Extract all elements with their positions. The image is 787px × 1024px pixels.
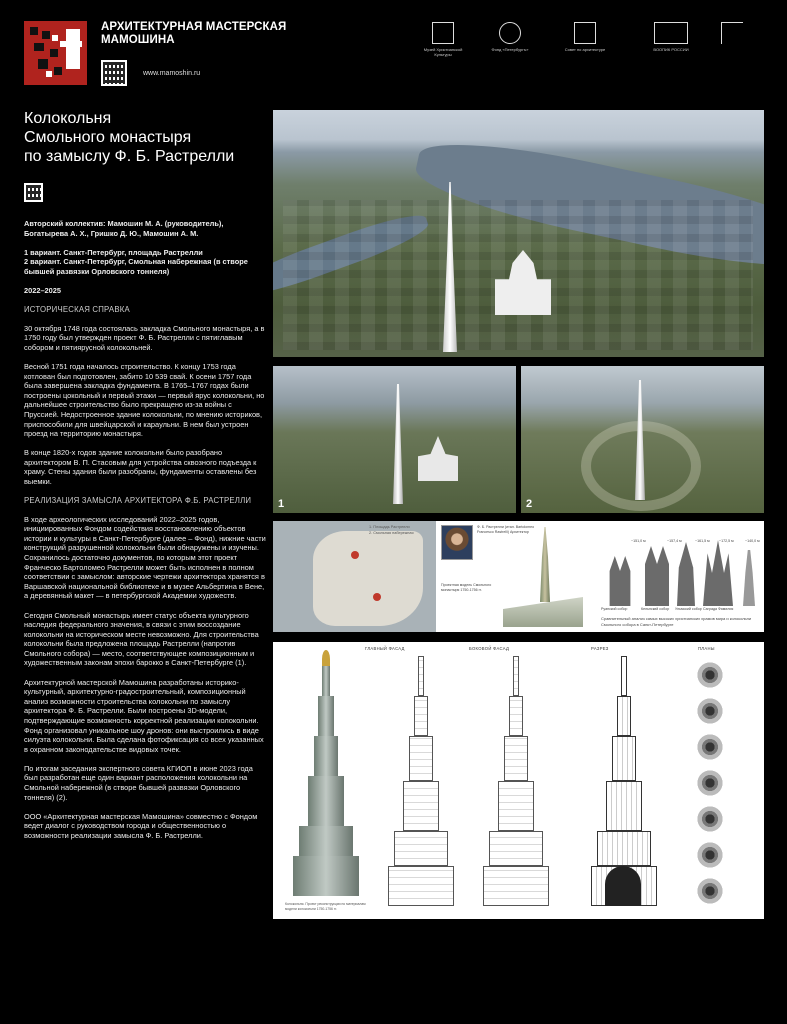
analysis-panel	[273, 521, 764, 632]
paragraph: ООО «Архитектурная мастерская Мамошина» совместно с Фондом ведет диалог с руководством города и общественностью о возможности реализации замысла Ф. Б. Растрелли.	[24, 811, 258, 840]
comparison-caption: Сравнительный анализ самых высоких христианских храмов мира и колокольни Смольного собора в Санкт-Петербурге	[601, 616, 752, 627]
paragraph: В конце 1820-х годов здание колокольни было разобрано архитектором В. П. Стасовым для устройства сквозного подъезда к храму. Стены здания были разобраны, фундаменты оставлены без выемки.	[24, 448, 257, 486]
paragraph: Весной 1751 года началось строительство. К концу 1753 года котлован был подготовлен, забито 10 539 свай. К осени 1757 года была завершена закладка фундамента. В 1765–1767 годах были построены цокольный и первый этажи — первый ярус колокольни, но дальнейшее строительство было прекращено из-за войны с Пруссией. Недостроенное здание колокольни, по мнению историков, приспособили для швейцарской и караульни. В нем был устроен проезд на территорию монастыря.	[24, 361, 265, 439]
drawing-header: БОКОВОЙ ФАСАД	[469, 646, 510, 651]
side-facade-drawing	[483, 656, 549, 906]
section-heading-history: ИСТОРИЧЕСКАЯ СПРАВКА	[24, 305, 130, 315]
ulm-cathedral-icon	[677, 542, 695, 606]
page-title: Колокольня Смольного монастыря по замыслу Ф. Б. Растрелли	[24, 110, 235, 165]
drawing-header: ГЛАВНЫЙ ФАСАД	[365, 646, 405, 651]
variant-number: 1	[278, 498, 285, 510]
museum-logo: Музей Христианской Культуры	[420, 22, 466, 66]
bell-tower-shape	[393, 384, 403, 504]
society-logo	[721, 22, 743, 66]
wooden-model-image	[503, 527, 583, 627]
org-url[interactable]: www.mamoshin.ru	[143, 70, 201, 77]
org-name-line2: МАМОШИНА	[101, 34, 175, 46]
portrait-text: Ф. Б. Растрелли (итал. Bartolomeo Francesco Rastrelli) Архитектор	[477, 525, 535, 534]
paragraph: Архитектурной мастерской Мамошина разработаны историко-культурный, архитектурно-градостроительный, композиционный анализ возможности строительства колокольни по замыслу архитектора Ф. Б. Растрелли. Были построены 3D-модели, подтверждающие возможность корректной реализации колокольни. Фонд организовал уникальное шоу дронов: они выстроились в виде силуэта колокольни. Была сделана фотофиксация со всех указанных в охранном законодательстве видовых точек.	[24, 677, 264, 754]
description-text	[24, 219, 266, 850]
drawings-panel	[273, 642, 764, 919]
variant-number: 2	[526, 498, 533, 510]
org-qr-code[interactable]	[101, 60, 127, 86]
sagrada-familia-icon	[703, 540, 733, 606]
aerial-render-variant-1	[273, 366, 516, 513]
foundation-icon	[499, 22, 521, 44]
paragraph: 30 октября 1748 года состоялась закладка Смольного монастыря, а в 1750 году был утвержден проект Ф. Б. Растрелли с пятиглавым собором и пятиярусной колокольней.	[24, 323, 265, 352]
aerial-render-variant-2	[521, 366, 764, 513]
vooopik-logo: ВООПИК РОССИИ	[648, 22, 694, 66]
council-logo: Совет по архитектуре	[562, 22, 608, 66]
project-qr-code[interactable]	[24, 183, 43, 202]
museum-icon	[432, 22, 454, 44]
foundation-logo: Фонд «Петербургъ»	[487, 22, 533, 66]
years: 2022–2025	[24, 285, 61, 295]
site-map	[273, 521, 436, 632]
map-legend: 1. Площадь Растрелли 2. Смольная набережная	[369, 525, 414, 535]
drawing-header: ПЛАНЫ	[698, 646, 715, 651]
colored-facade-render	[291, 650, 361, 896]
model-caption: Проектная модель Смольного монастыря 1750-1756 гг.	[441, 583, 492, 592]
mamoshin-logo	[24, 21, 87, 85]
paragraph: По итогам заседания экспертного совета КГИОП в июне 2023 года был разработан еще один вариант расположения колокольни на Смольной набережной (в створе бывшей развязки Орловского тоннеля) (2).	[24, 763, 253, 802]
cologne-cathedral-icon	[645, 546, 669, 606]
smolny-tower-icon	[743, 550, 755, 606]
section-heading-realization: РЕАЛИЗАЦИЯ ЗАМЫСЛА АРХИТЕКТОРА Ф.Б. РАСТРЕЛЛИ	[24, 496, 252, 506]
drawing-caption: Колокольня. Проект реконструкции по материалам модели колокольни 1750-1756 гг.	[285, 902, 366, 911]
paragraph: Сегодня Смольный монастырь имеет статус объекта культурного наследия федерального значения, в связи с этим воссоздание колокольни на историческом месте невозможно. Для строительства колокольни была предложена площадь Растрелли (напротив Смольного собора) — место, соответствующее композиционным и художественным законам эпохи барокко в Санкт-Петербурге (1).	[24, 610, 259, 668]
society-icon	[721, 22, 743, 44]
vooopik-icon	[654, 22, 688, 44]
paragraph: В ходе археологических исследований 2022–2025 годов, инициированных Фондом содействия восстановлению объектов истории и культуры в Санкт-Петербурге (далее – Фонд), нижние части конструкций разрушенной колокольни были обнаружены и изучены. Сохранилось достаточно документов, по которым этот проект Франческо Бартоломео Растрелли может быть исполнен в полном соответствии с замыслом: авторские чертежи архитектора хранятся в Варшавской национальной библиотеке и в музее Альбертина в Вене, а деревянный макет — в петербургской Академии художеств.	[24, 514, 266, 601]
map-marker-2	[373, 593, 381, 601]
org-name-line1: АРХИТЕКТУРНАЯ МАСТЕРСКАЯ	[101, 21, 287, 33]
drawing-header: РАЗРЕЗ	[591, 646, 609, 651]
map-marker-1	[351, 551, 359, 559]
main-facade-drawing	[388, 656, 454, 906]
authors: Авторский коллектив: Мамошин М. А. (руководитель), Богатырева А. Х., Гришко Д. Ю., Мамошин А. М.	[24, 219, 224, 238]
floor-plans	[693, 660, 733, 915]
height-comparison: ~151,0 м ~157,4 м ~161,5 м ~172,5 м ~140,0 м Руанский собор Кельнский собор Ульмский собор Саграда Фамилия Сравнительный анализ самых высоких христианских храмов мира и колокольни Смольного собора в Санкт-Петербурге	[593, 521, 764, 632]
section-drawing	[591, 656, 657, 906]
rastrelli-portrait	[441, 525, 473, 560]
variants: 1 вариант. Санкт-Петербург, площадь Растрелли 2 вариант. Санкт-Петербург, Смольная набережная (в створе бывшей развязки Орловского тоннеля)	[24, 247, 248, 276]
council-icon	[574, 22, 596, 44]
org-name	[101, 21, 286, 47]
rouen-cathedral-icon	[607, 556, 633, 606]
aerial-render-main	[273, 110, 764, 357]
